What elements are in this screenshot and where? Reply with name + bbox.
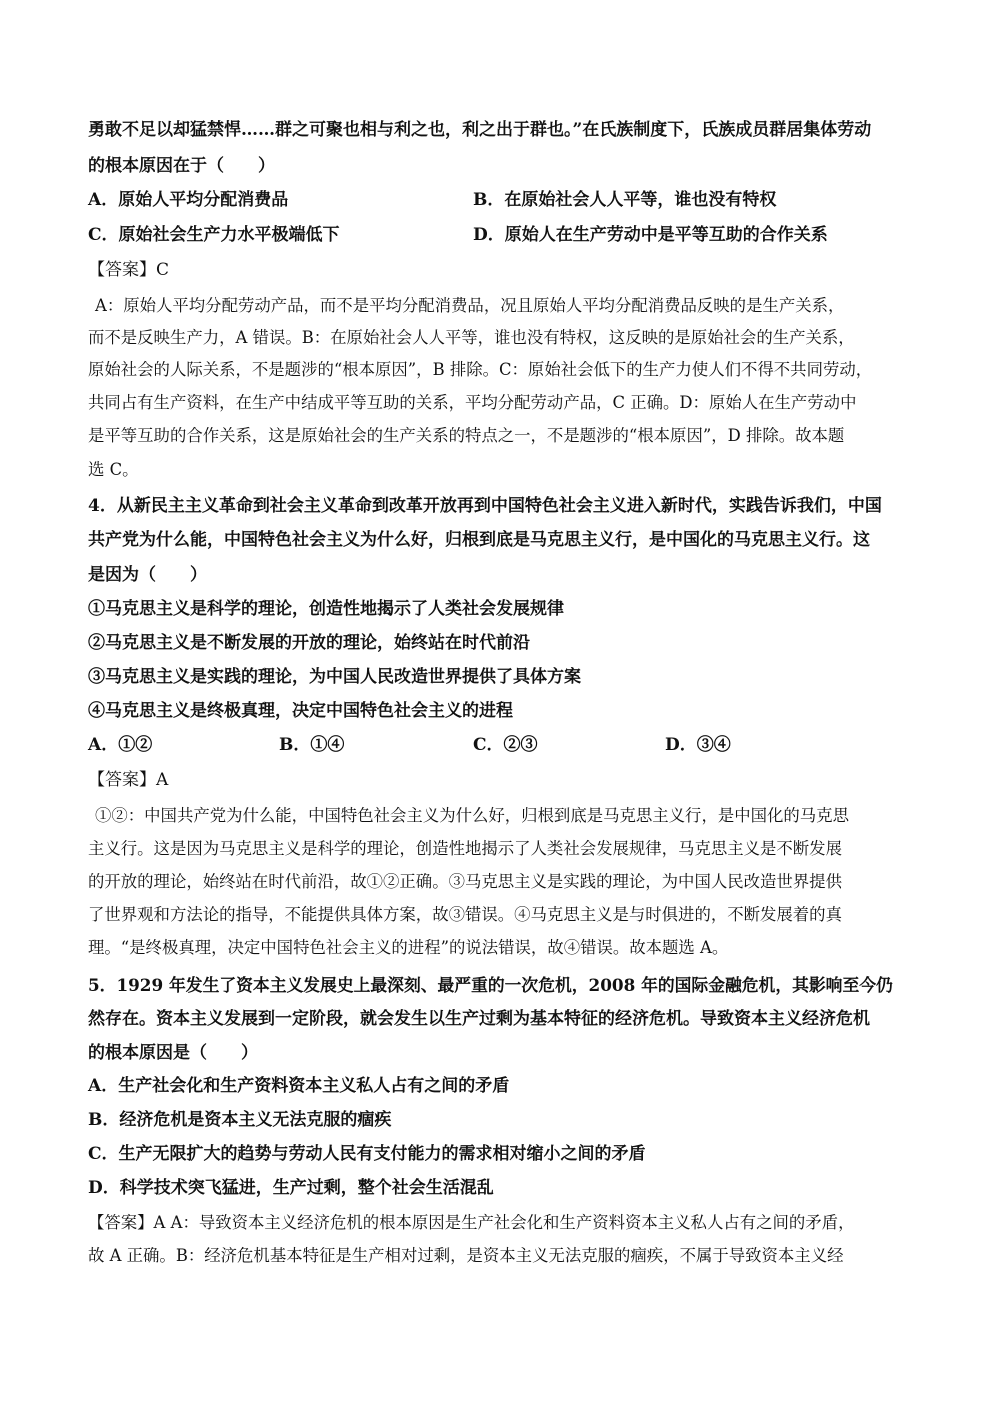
- q4-option-c: C．②③: [473, 735, 538, 755]
- q4-statement-1: ①马克思主义是科学的理论，创造性地揭示了人类社会发展规律: [88, 599, 564, 619]
- q3-explanation-line-4: 共同占有生产资料，在生产中结成平等互助的关系，平均分配劳动产品，C 正确。D：原始人在生产劳动中: [88, 393, 857, 412]
- q4-explanation-line-3: 的开放的理论，始终站在时代前沿，故①②正确。③马克思主义是实践的理论，为中国人民改造世界提供: [88, 872, 842, 891]
- q4-option-b: B．①④: [279, 735, 345, 755]
- q3-stem-line-2: 的根本原因在于（ ）: [88, 156, 275, 176]
- q4-explanation-line-5: 理。“是终极真理，决定中国特色社会主义的进程”的说法错误，故④错误。故本题选 A。: [88, 938, 729, 957]
- q3-stem-line-1: 勇敢不足以却猛禁悍……群之可聚也相与利之也，利之出于群也。”在氏族制度下，氏族成员群居集体劳动: [88, 120, 872, 140]
- q3-explanation-line-5: 是平等互助的合作关系，这是原始社会的生产关系的特点之一，不是题涉的“根本原因”，D 排除。故本题: [88, 426, 845, 445]
- q3-explanation-line-3: 原始社会的人际关系，不是题涉的“根本原因”，B 排除。C：原始社会低下的生产力使人们不得不共同劳动，: [88, 360, 873, 379]
- q3-option-d: D．原始人在生产劳动中是平等互助的合作关系: [473, 225, 828, 245]
- q4-option-a: A．①②: [88, 735, 153, 755]
- q4-option-d: D．③④: [665, 735, 731, 755]
- q3-explanation-line-2: 而不是反映生产力，A 错误。B：在原始社会人人平等，谁也没有特权，这反映的是原始社会的生产关系，: [88, 328, 855, 347]
- q4-explanation-line-2: 主义行。这是因为马克思主义是科学的理论，创造性地揭示了人类社会发展规律，马克思主义是不断发展: [88, 839, 842, 858]
- q4-answer: 【答案】A: [88, 770, 169, 790]
- q4-stem-line-2: 共产党为什么能，中国特色社会主义为什么好，归根到底是马克思主义行，是中国化的马克思主义行。这: [88, 530, 870, 550]
- q4-explanation-line-1: ①②：中国共产党为什么能，中国特色社会主义为什么好，归根到底是马克思主义行，是中国化的马克思: [95, 806, 849, 825]
- q4-stem-line-3: 是因为（ ）: [88, 565, 207, 585]
- q3-option-b: B．在原始社会人人平等，谁也没有特权: [473, 190, 777, 210]
- q5-stem-line-1: 5．1929 年发生了资本主义发展史上最深刻、最严重的一次危机，2008 年的国际金融危机，其影响至今仍: [88, 975, 893, 995]
- q4-statement-2: ②马克思主义是不断发展的开放的理论，始终站在时代前沿: [88, 633, 530, 653]
- q3-explanation-line-6: 选 C。: [88, 460, 139, 479]
- q5-explanation-line-1: 【答案】A A：导致资本主义经济危机的根本原因是生产社会化和生产资料资本主义私人占有之间的矛盾，: [88, 1213, 855, 1232]
- q3-explanation-line-1: A：原始人平均分配劳动产品，而不是平均分配消费品，况且原始人平均分配消费品反映的是生产关系，: [95, 296, 845, 315]
- q3-answer: 【答案】C: [88, 260, 170, 280]
- q4-explanation-line-4: 了世界观和方法论的指导，不能提供具体方案，故③错误。④马克思主义是与时俱进的，不断发展着的真: [88, 905, 842, 924]
- q4-statement-4: ④马克思主义是终极真理，决定中国特色社会主义的进程: [88, 701, 513, 721]
- q3-option-c: C．原始社会生产力水平极端低下: [88, 225, 340, 245]
- q4-stem-line-1: 4．从新民主主义革命到社会主义革命到改革开放再到中国特色社会主义进入新时代，实践告诉我们，中国: [88, 496, 882, 516]
- q5-option-c: C．生产无限扩大的趋势与劳动人民有支付能力的需求相对缩小之间的矛盾: [88, 1144, 646, 1164]
- q5-explanation-line-2: 故 A 正确。B：经济危机基本特征是生产相对过剩，是资本主义无法克服的痼疾，不属于导致资本主义经: [88, 1246, 844, 1265]
- q5-option-b: B．经济危机是资本主义无法克服的痼疾: [88, 1110, 392, 1130]
- q5-stem-line-3: 的根本原因是（ ）: [88, 1043, 258, 1063]
- q5-option-a: A．生产社会化和生产资料资本主义私人占有之间的矛盾: [88, 1076, 510, 1096]
- q3-option-a: A．原始人平均分配消费品: [88, 190, 289, 210]
- q4-statement-3: ③马克思主义是实践的理论，为中国人民改造世界提供了具体方案: [88, 667, 581, 687]
- q5-option-d: D．科学技术突飞猛进，生产过剩，整个社会生活混乱: [88, 1178, 494, 1198]
- q5-stem-line-2: 然存在。资本主义发展到一定阶段，就会发生以生产过剩为基本特征的经济危机。导致资本主义经济危机: [88, 1009, 870, 1029]
